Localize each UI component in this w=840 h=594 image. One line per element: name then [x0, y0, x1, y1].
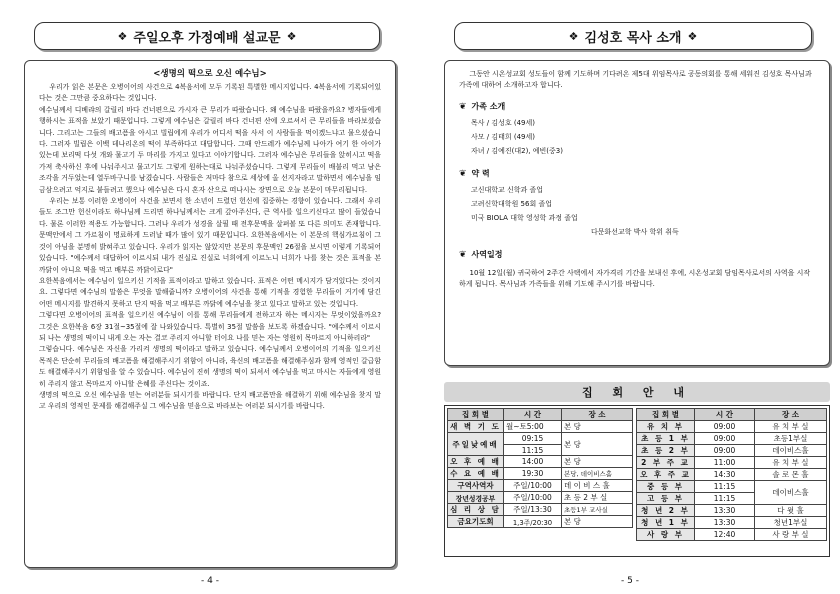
pastor-header-text: 김성호 목사 소개 [584, 30, 682, 46]
sermon-header [34, 22, 380, 50]
bullet-icon: ❦ [459, 168, 467, 179]
page-number-right: - 5 - [621, 576, 639, 586]
table-row: 주일낮예배 09:15 본 당 [448, 433, 633, 445]
table-header: 집 회 별 [448, 409, 504, 421]
intro-text: 그동안 시온성교회 성도들이 함께 기도하며 기다려온 제5대 위임목사로 공동의회를 통해 세워진 김성호 목사님과 가족에 대하여 소개하고자 합니다. [459, 70, 812, 89]
table-row: 청 년 1 부 13:30 청년1부실 [637, 517, 827, 529]
table-row: 초 등 1 부 09:00 초등1부실 [637, 433, 827, 445]
sermon-title: <생명의 떡으로 오신 예수님> [153, 69, 267, 79]
list-item: 고려신학대학원 56회 졸업 [471, 200, 552, 208]
table-row: 심 리 상 담 주일/13:30 초등1부 교사실 [448, 504, 633, 516]
list-item: 목사 / 김성호 (49세) [471, 119, 535, 127]
diamond-icon: ❖ [286, 29, 297, 43]
table-header: 집 회 별 [637, 409, 695, 421]
sermon-body [39, 82, 381, 413]
gathering-table-right [636, 408, 827, 541]
table-row: 구역사역자 주일/10:00 데 이 비 스 홀 [448, 480, 633, 492]
pastor-intro-box [444, 60, 830, 366]
table-header: 장 소 [755, 409, 827, 421]
career-heading: ❦ 약 력 [459, 168, 490, 179]
page-number-left: - 4 - [201, 576, 219, 586]
table-row: 고 등 부 11:15 [637, 493, 827, 505]
sermon-box [24, 60, 396, 568]
table-row: 새 벽 기 도 월~토5:00 본 당 [448, 421, 633, 433]
right-page [420, 0, 840, 594]
table-row: 장년성경공부 주일/10:00 초 등 2 부 실 [448, 492, 633, 504]
list-item: 고신대학교 신학과 졸업 [471, 186, 544, 194]
list-item: 사모 / 김태희 (49세) [471, 133, 535, 141]
bullet-icon: ❦ [459, 249, 467, 260]
career-list [459, 183, 815, 239]
table-row: 수 요 예 배 19:30 본당, 데이비스홀 [448, 468, 633, 480]
diamond-icon: ❖ [568, 29, 579, 43]
family-list [459, 116, 815, 158]
table-row: 오 후 예 배 14:00 본 당 [448, 456, 633, 468]
table-header: 시 간 [504, 409, 562, 421]
table-row: 2 부 주 교 11:00 유 치 부 실 [637, 457, 827, 469]
list-item: 다문화선교학 박사 학위 취득 [591, 228, 679, 236]
table-row: 초 등 2 부 09:00 데이비스홀 [637, 445, 827, 457]
gathering-table-left [447, 408, 633, 528]
sermon-header-text: 주일오후 가정예배 설교문 [133, 30, 281, 46]
sermon-paragraph: 우리가 읽은 본문은 오병이어의 사건으로 4복음서에 모두 기록된 특별한 메시지입니다. 4복음서에 기록되어있다는 것은 그만큼 중요하다는 것입니다. [39, 83, 381, 103]
pastor-header [454, 22, 812, 50]
schedule-heading: ❦ 사역일정 [459, 249, 503, 260]
list-item: 미국 BIOLA 대학 영성학 과정 졸업 [471, 214, 578, 222]
diamond-icon: ❖ [687, 29, 698, 43]
table-row: 청 년 2 부 13:30 다 윗 홀 [637, 505, 827, 517]
sermon-paragraph: 생명의 떡으로 오신 예수님을 믿는 여러분들 되시기를 바랍니다. 단지 배고픔만을 해결하기 위해 예수님을 찾지 말고 우리의 영적인 문제를 해결해주실 그 예수님을 믿음으로 바라보는 여러분 되시기를 바랍니다. [39, 390, 381, 411]
table-row: 중 등 부 11:15 데이비스홀 [637, 481, 827, 493]
sermon-paragraph: 요한복음에서는 예수님이 일으키신 기적을 표적이라고 말하고 있습니다. 표적은 어떤 메시지가 담겨있다는 것이지요. 그렇다면 예수님의 말씀은 무엇을 말해줍니까? 오병이어의 사건을 통해 기적을 경험한 무리들이 거기에 담긴 어떤 메시지를 발견하지 못하고 단지 떡을 먹고 배부른 까닭에 예수님을 찾고 있다고 말하고 있는 것입니다. [39, 276, 381, 308]
bullet-icon: ❦ [459, 101, 467, 112]
schedule-text: 10월 12일(월) 귀국하여 2주간 사택에서 자가격리 기간을 보내신 후에, 시온성교회 담임목사로서의 사역을 시작하게 됩니다. 목사님과 가족들을 위해 기도해 주시기를 바랍니다. [459, 269, 811, 288]
sermon-paragraph: 예수님께서 디베랴의 갈릴리 바다 건너편으로 가시자 큰 무리가 따랐습니다. 왜 예수님을 따랐을까요? 병자들에게 행하시는 표적을 보았기 때문입니다. 그렇게 예수님은 갈릴리 바다 건너편 산에 오르셔서 큰 무리들을 바라보셨습니다. 그리고는 그들의 배고픔을 아시고 빌립에게 우리가 어디서 떡을 사서 이 사람들을 먹이겠느냐고 물으셨습니다. 그러자 빌립은 이백 데나리온의 떡이 부족하다고 대답합니다. 그때 안드레가 예수님께 나아가 여기 한 아이가 있는데 보리떡 다섯 개와 물고기 두 마리를 가지고 있다고 이야기합니다. 그러자 예수님은 무리들을 앉히시고 떡을 가져 축사하신 후에 나눠주시고 물고기도 그렇게 원하는대로 나눠주셨습니다. 그렇게 무리들이 배불리 먹고 남은 조각을 거두었는데 열두바구니를 남겼습니다. 사람들은 저마다 참으로 세상에 올 선지자라고 말하면서 예수님을 임금삼으려고 억지로 붙들려고 했으나 예수님은 다시 혼자 산으로 떠나시는 장면으로 오늘 본문이 마무리됩니다. [39, 105, 381, 194]
table-header: 시 간 [695, 409, 755, 421]
table-row: 유 치 부 09:00 유 치 부 실 [637, 421, 827, 433]
table-header: 장 소 [562, 409, 633, 421]
table-row: 사 랑 부 12:40 사 랑 부 실 [637, 529, 827, 541]
sermon-paragraph: 우리는 보통 이러한 오병이어 사건을 보면서 한 소년이 드렸던 헌신에 집중하는 경향이 있습니다. 그래서 우리들도 조그만 헌신이라도 하나님께 드리면 하나님께서는 크게 갚아주신다, 큰 역사를 일으키신다고 많이 들었습니다. 물론 이러한 적용도 가능합니다. 그러나 우리가 성경을 살필 때 전후문맥을 살펴볼 또 다른 의미도 존재합니다. 문맥안에서 그 가르침이 명료하게 드러날 때가 많이 있기 때문입니다. 요한복음에서는 이 본문의 핵심가르침이 그것이 아님을 분명히 밝혀주고 있습니다. 우리가 읽지는 않았지만 본문의 후문맥인 26절을 보시면 이렇게 기록되어 있습니다. "예수께서 대답하여 이르시되 내가 진실로 진실로 너희에게 이르노니 너희가 나를 찾는 것은 표적을 본 까닭이 아니요 떡을 먹고 배부른 까닭이로다" [39, 197, 381, 274]
list-item: 자녀 / 김예진(대2), 예빈(중3) [471, 147, 563, 155]
sermon-paragraph: 그렇습니다. 예수님은 자신을 가리켜 생명의 떡이라고 말하고 있습니다. 예수님께서 오병이어의 기적을 일으키신 목적은 단순히 무리들의 배고픔을 해결해주시기 위함이 아니라, 육신의 배고픔을 해결해주심과 함께 영적인 갈급함도 해결해주시기 위함임을 알 수 있습니다. 예수님이 진히 생명의 떡이 되셔서 예수님을 먹고 마시는 자들에게 영원히 주리지 않고 목마르지 아니할 은혜를 주신다는 것이죠. [39, 345, 381, 388]
family-heading: ❦ 가족 소개 [459, 101, 506, 112]
diamond-icon: ❖ [117, 29, 128, 43]
sermon-paragraph: 그렇다면 오병이어의 표적을 일으키신 예수님이 이를 통해 무리들에게 전하고자 하는 메시지는 무엇이었을까요? 그것은 요한복음 6장 31절~35절에 잘 나와있습니다. 특별히 35절 말씀을 보도록 하겠습니다. "예수께서 이르시되 나는 생명의 떡이니 내게 오는 자는 결코 주리지 아니할 터이요 나를 믿는 자는 영원히 목마르지 아니하리라" [39, 311, 381, 342]
gathering-title: 집 회 안 내 [444, 382, 830, 402]
table-row: 11:15 [448, 444, 633, 456]
table-row: 오 후 주 교 14:30 솔 로 몬 홀 [637, 469, 827, 481]
table-row: 금요기도회 1,3주/20:30 본 당 [448, 516, 633, 528]
